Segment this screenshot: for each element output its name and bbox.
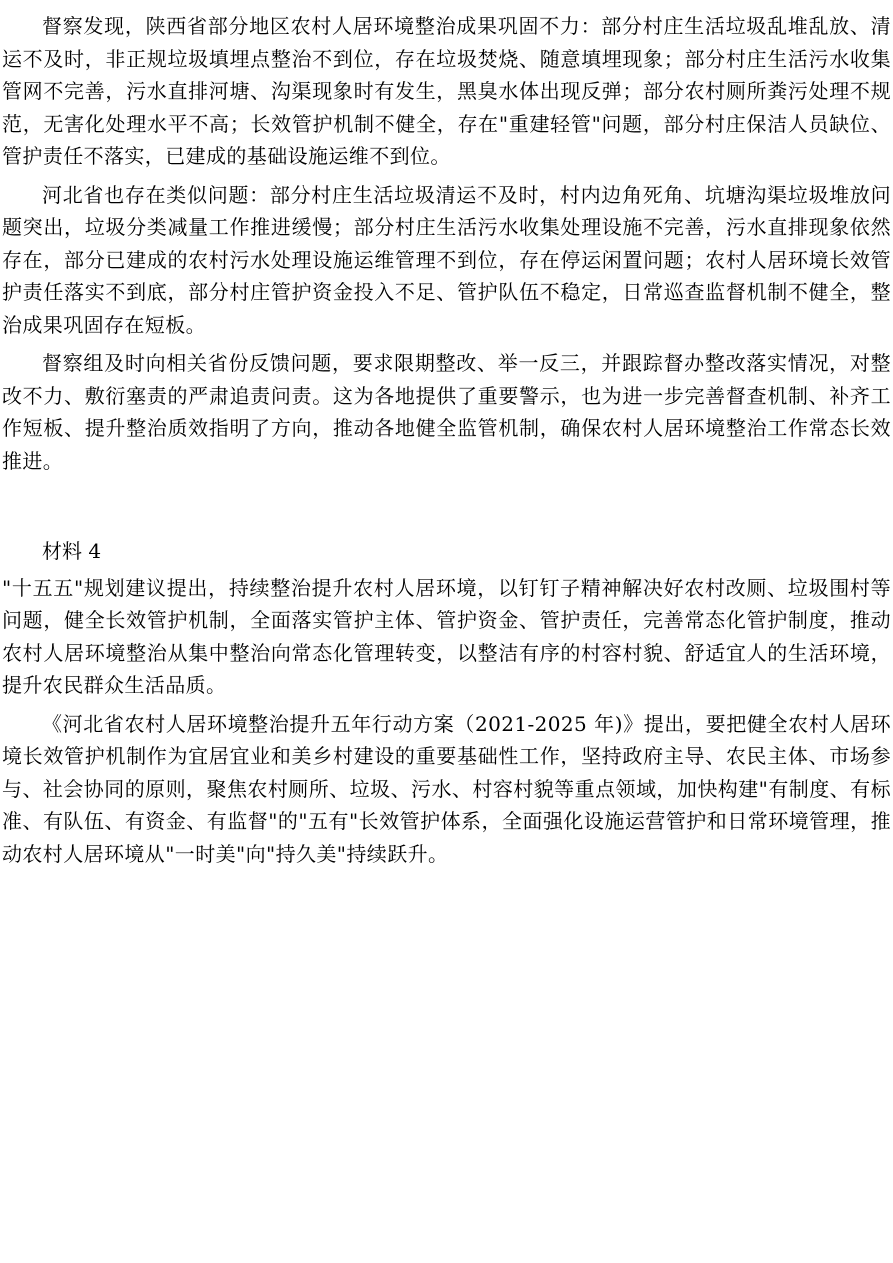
section-heading: 材料 4	[42, 539, 102, 563]
paragraph-shaanxi-findings: 督察发现，陕西省部分地区农村人居环境整治成果巩固不力：部分村庄生活垃圾乱堆乱放、清运不及时，非正规垃圾填埋点整治不到位，存在垃圾焚烧、随意填埋现象；部分村庄生活污水收集管网不完善，污水直排河塘、沟渠现象时有发生，黑臭水体出现反弹；部分农村厕所粪污处理不规范，无害化处理水平不高；长效管护机制不健全，存在"重建轻管"问题，部分村庄保洁人员缺位、管护责任不落实，已建成的基础设施运维不到位。	[2, 14, 891, 168]
paragraph-hebei-action-plan: 《河北省农村人居环境整治提升五年行动方案（2021-2025 年)》提出，要把健全农村人居环境长效管护机制作为宜居宜业和美乡村建设的重要基础性工作，坚持政府主导、农民主体、市场参与、社会协同的原则，聚焦农村厕所、垃圾、污水、村容村貌等重点领域，加快构建"有制度、有标准、有队伍、有资金、有监督"的"五有"长效管护体系，全面强化设施运营管护和日常环境管理，推动农村人居环境从"一时美"向"持久美"持续跃升。	[2, 711, 891, 866]
paragraph-hebei-issues: 河北省也存在类似问题：部分村庄生活垃圾清运不及时，村内边角死角、坑塘沟渠垃圾堆放问题突出，垃圾分类减量工作推进缓慢；部分村庄生活污水收集处理设施不完善，污水直排现象依然存在，部分已建成的农村污水处理设施运维管理不到位，存在停运闲置问题；农村人居环境长效管护责任落实不到底，部分村庄管护资金投入不足、管护队伍不稳定，日常巡查监督机制不健全，整治成果巩固存在短板。	[2, 182, 891, 337]
paragraph-15th-five-year-plan: "十五五"规划建议提出，持续整治提升农村人居环境，以钉钉子精神解决好农村改厕、垃圾围村等问题，健全长效管护机制，全面落实管护主体、管护资金、管护责任，完善常态化管护制度，推动农村人居环境整治从集中整治向常态化管理转变，以整洁有序的村容村貌、舒适宜人的生活环境，提升农民群众生活品质。	[2, 575, 891, 697]
section-spacer	[2, 477, 891, 535]
paragraph-inspection-feedback: 督察组及时向相关省份反馈问题，要求限期整改、举一反三，并跟踪督办整改落实情况，对整改不力、敷衍塞责的严肃追责问责。这为各地提供了重要警示，也为进一步完善督查机制、补齐工作短板、提升整治质效指明了方向，推动各地健全监管机制，确保农村人居环境整治工作常态长效推进。	[2, 351, 891, 473]
